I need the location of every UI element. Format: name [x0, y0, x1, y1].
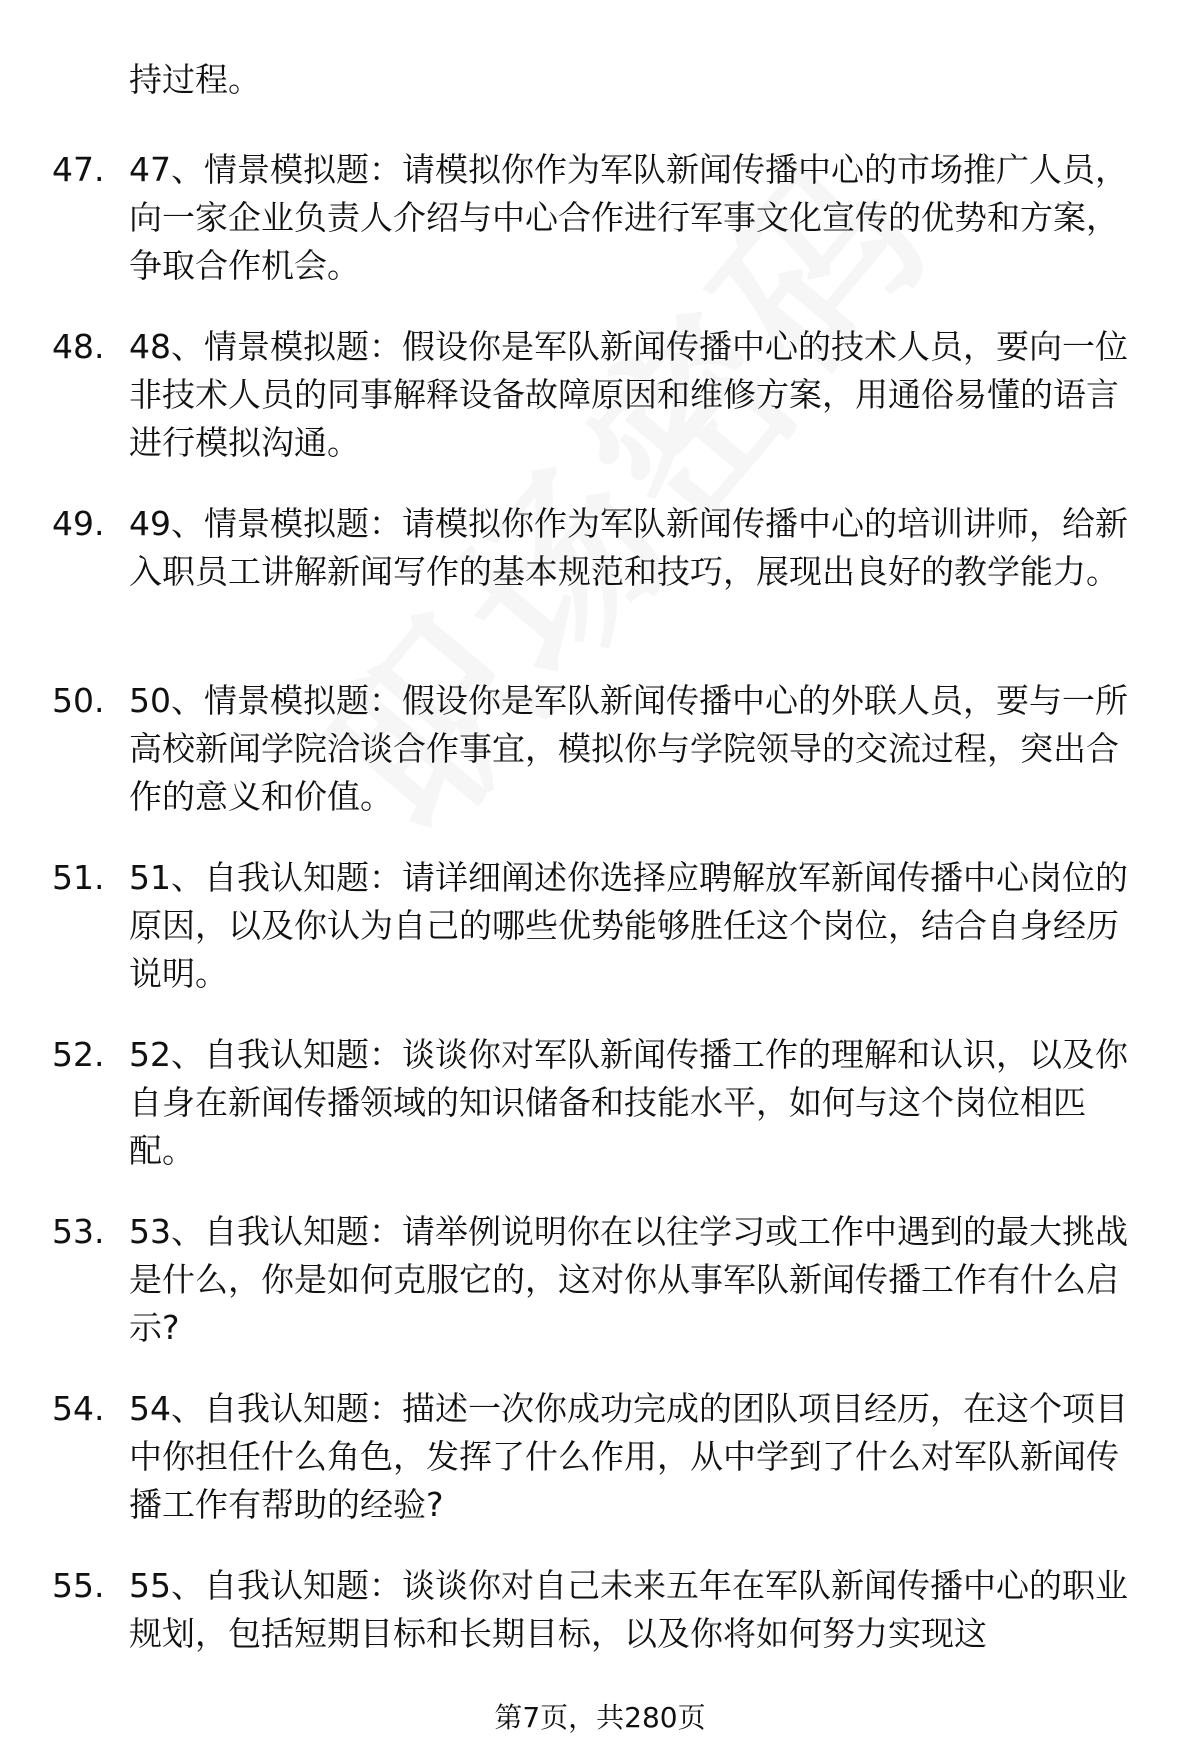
list-item [0, 146, 1200, 290]
item-number: 53. [52, 1212, 105, 1251]
list-item [0, 323, 1200, 467]
list-item [0, 677, 1200, 821]
item-text: 47、情景模拟题：请模拟你作为军队新闻传播中心的市场推广人员，向一家企业负责人介绍与中心合作进行军事文化宣传的优势和方案，争取合作机会。 [129, 150, 1128, 285]
item-number: 47. [52, 150, 105, 189]
list-item [0, 1385, 1200, 1529]
item-text: 49、情景模拟题：请模拟你作为军队新闻传播中心的培训讲师，给新入职员工讲解新闻写作的基本规范和技巧，展现出良好的教学能力。 [129, 504, 1128, 591]
list-item [0, 1031, 1200, 1175]
item-text: 53、自我认知题：请举例说明你在以往学习或工作中遇到的最大挑战是什么，你是如何克服它的，这对你从事军队新闻传播工作有什么启示? [129, 1212, 1128, 1347]
item-text: 55、自我认知题：谈谈你对自己未来五年在军队新闻传播中心的职业规划，包括短期目标和长期目标，以及你将如何努力实现这 [129, 1566, 1128, 1653]
list-item [0, 500, 1200, 644]
item-number: 49. [52, 504, 105, 543]
item-text: 50、情景模拟题：假设你是军队新闻传播中心的外联人员，要与一所高校新闻学院洽谈合作事宜，模拟你与学院领导的交流过程，突出合作的意义和价值。 [129, 681, 1128, 816]
item-text: 48、情景模拟题：假设你是军队新闻传播中心的技术人员，要向一位非技术人员的同事解释设备故障原因和维修方案，用通俗易懂的语言进行模拟沟通。 [129, 327, 1128, 462]
page-footer: 第7页，共280页 [494, 1701, 706, 1734]
item-number: 48. [52, 327, 105, 366]
item-number: 55. [52, 1566, 105, 1605]
item-number: 54. [52, 1389, 105, 1428]
list-item [0, 854, 1200, 998]
continuation-text: 持过程。 [129, 60, 261, 99]
item-text: 51、自我认知题：请详细阐述你选择应聘解放军新闻传播中心岗位的原因，以及你认为自己的哪些优势能够胜任这个岗位，结合自身经历说明。 [129, 858, 1128, 993]
list-item [0, 1208, 1200, 1352]
item-number: 51. [52, 858, 105, 897]
item-text: 52、自我认知题：谈谈你对军队新闻传播工作的理解和认识，以及你自身在新闻传播领域的知识储备和技能水平，如何与这个岗位相匹配。 [129, 1035, 1128, 1170]
item-text: 54、自我认知题：描述一次你成功完成的团队项目经历，在这个项目中你担任什么角色，发挥了什么作用，从中学到了什么对军队新闻传播工作有帮助的经验? [129, 1389, 1128, 1524]
item-number: 50. [52, 681, 105, 720]
item-number: 52. [52, 1035, 105, 1074]
list-item [0, 1562, 1200, 1658]
question-list [0, 146, 1200, 1691]
